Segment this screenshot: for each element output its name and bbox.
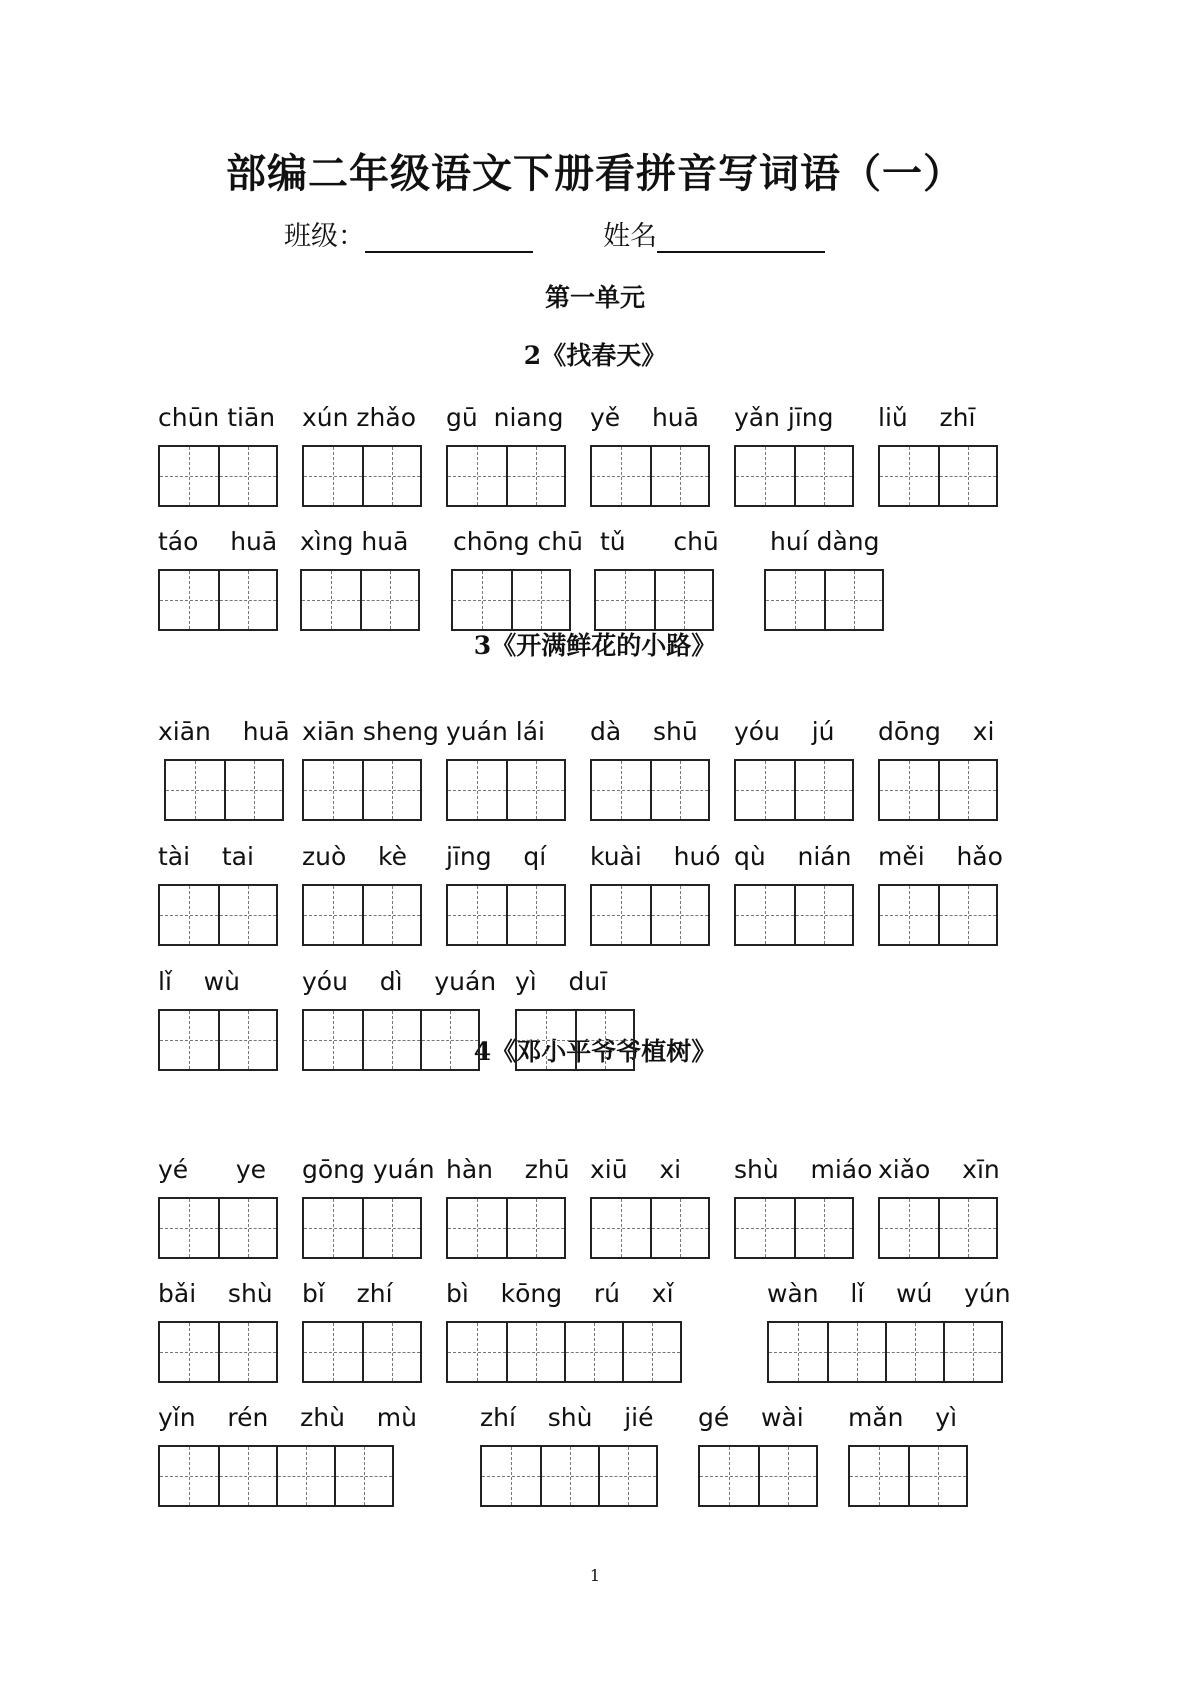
class-blank[interactable] <box>365 225 533 253</box>
writing-grid <box>158 1445 394 1507</box>
writing-grid <box>302 759 422 821</box>
pinyin-label: xiǎo xīn <box>878 1155 1000 1184</box>
tian-zi-ge-cell[interactable] <box>592 761 650 819</box>
tian-zi-ge-cell[interactable] <box>362 447 420 505</box>
tian-zi-ge-cell[interactable] <box>448 886 506 944</box>
tian-zi-ge-cell[interactable] <box>304 886 362 944</box>
tian-zi-ge-cell[interactable] <box>448 447 506 505</box>
writing-grid <box>698 1445 818 1507</box>
tian-zi-ge-cell[interactable] <box>736 886 794 944</box>
tian-zi-ge-cell[interactable] <box>276 1447 334 1505</box>
tian-zi-ge-cell[interactable] <box>362 1199 420 1257</box>
pinyin-label: yǐn rén zhù mù <box>158 1403 417 1432</box>
unit-title: 第一单元 <box>544 283 645 312</box>
tian-zi-ge-cell[interactable] <box>506 1199 564 1257</box>
tian-zi-ge-cell[interactable] <box>362 1011 420 1069</box>
writing-grid <box>590 884 710 946</box>
tian-zi-ge-cell[interactable] <box>506 1323 564 1381</box>
writing-grid <box>878 445 998 507</box>
pinyin-label: yuán lái <box>446 717 545 746</box>
pinyin-label: huí dàng <box>770 527 880 556</box>
pinyin-label: bì kōng rú xǐ <box>446 1279 674 1308</box>
writing-grid <box>764 569 884 631</box>
tian-zi-ge-cell[interactable] <box>511 571 569 629</box>
tian-zi-ge-cell[interactable] <box>938 886 996 944</box>
tian-zi-ge-cell[interactable] <box>908 1447 966 1505</box>
writing-grid <box>158 1321 278 1383</box>
tian-zi-ge-cell[interactable] <box>827 1323 885 1381</box>
writing-grid <box>451 569 571 631</box>
tian-zi-ge-cell[interactable] <box>160 447 218 505</box>
tian-zi-ge-cell[interactable] <box>218 1011 276 1069</box>
writing-grid <box>734 445 854 507</box>
writing-grid <box>878 759 998 821</box>
tian-zi-ge-cell[interactable] <box>160 1199 218 1257</box>
pinyin-label: zuò kè <box>302 842 408 871</box>
writing-grid <box>590 1197 710 1259</box>
tian-zi-ge-cell[interactable] <box>448 1199 506 1257</box>
tian-zi-ge-cell[interactable] <box>304 1011 362 1069</box>
writing-grid <box>767 1321 1003 1383</box>
pinyin-label: yě huā <box>590 403 699 432</box>
pinyin-label: zhí shù jié <box>480 1403 654 1432</box>
lesson-title: 3《开满鲜花的小路》 <box>473 631 717 660</box>
writing-grid <box>878 884 998 946</box>
tian-zi-ge-cell[interactable] <box>592 886 650 944</box>
tian-zi-ge-cell[interactable] <box>736 447 794 505</box>
tian-zi-ge-cell[interactable] <box>218 571 276 629</box>
tian-zi-ge-cell[interactable] <box>758 1447 816 1505</box>
name-label: 姓名 <box>603 221 657 252</box>
tian-zi-ge-cell[interactable] <box>938 761 996 819</box>
writing-grid <box>446 884 566 946</box>
writing-grid <box>300 569 420 631</box>
tian-zi-ge-cell[interactable] <box>650 886 708 944</box>
lesson-title: 4《邓小平爷爷植树》 <box>473 1037 717 1066</box>
pinyin-label: bǎi shù <box>158 1279 273 1308</box>
writing-grid <box>480 1445 658 1507</box>
writing-grid <box>734 884 854 946</box>
pinyin-label: xìng huā <box>300 527 409 556</box>
pinyin-label: yì duī <box>515 967 608 996</box>
writing-grid <box>590 759 710 821</box>
pinyin-label: mǎn yì <box>848 1403 958 1432</box>
tian-zi-ge-cell[interactable] <box>362 761 420 819</box>
tian-zi-ge-cell[interactable] <box>880 1199 938 1257</box>
tian-zi-ge-cell[interactable] <box>943 1323 1001 1381</box>
tian-zi-ge-cell[interactable] <box>506 886 564 944</box>
pinyin-label: měi hǎo <box>878 842 1003 871</box>
pinyin-label: yǎn jīng <box>734 403 834 432</box>
tian-zi-ge-cell[interactable] <box>448 761 506 819</box>
pinyin-label: gé wài <box>698 1403 804 1432</box>
tian-zi-ge-cell[interactable] <box>650 1199 708 1257</box>
writing-grid <box>446 1321 682 1383</box>
tian-zi-ge-cell[interactable] <box>506 447 564 505</box>
pinyin-label: dà shū <box>590 717 698 746</box>
pinyin-label: chōng chū <box>453 527 583 556</box>
writing-grid <box>446 759 566 821</box>
writing-grid <box>158 445 278 507</box>
pinyin-label: shù miáo <box>734 1155 873 1184</box>
pinyin-label: lǐ wù <box>158 967 240 996</box>
tian-zi-ge-cell[interactable] <box>448 1323 506 1381</box>
pinyin-label: hàn zhū <box>446 1155 570 1184</box>
tian-zi-ge-cell[interactable] <box>218 447 276 505</box>
tian-zi-ge-cell[interactable] <box>506 761 564 819</box>
page-title: 部编二年级语文下册看拼音写词语（一） <box>226 150 964 197</box>
tian-zi-ge-cell[interactable] <box>302 571 360 629</box>
pinyin-label: xún zhǎo <box>302 403 417 432</box>
pinyin-label: tǔ chū <box>600 527 719 556</box>
writing-grid <box>848 1445 968 1507</box>
tian-zi-ge-cell[interactable] <box>540 1447 598 1505</box>
tian-zi-ge-cell[interactable] <box>304 1323 362 1381</box>
tian-zi-ge-cell[interactable] <box>160 886 218 944</box>
tian-zi-ge-cell[interactable] <box>650 761 708 819</box>
writing-grid <box>158 569 278 631</box>
tian-zi-ge-cell[interactable] <box>304 1199 362 1257</box>
tian-zi-ge-cell[interactable] <box>880 447 938 505</box>
writing-grid <box>158 1197 278 1259</box>
tian-zi-ge-cell[interactable] <box>700 1447 758 1505</box>
writing-grid <box>164 759 284 821</box>
tian-zi-ge-cell[interactable] <box>420 1011 478 1069</box>
tian-zi-ge-cell[interactable] <box>166 761 224 819</box>
tian-zi-ge-cell[interactable] <box>304 761 362 819</box>
tian-zi-ge-cell[interactable] <box>224 761 282 819</box>
tian-zi-ge-cell[interactable] <box>334 1447 392 1505</box>
tian-zi-ge-cell[interactable] <box>850 1447 908 1505</box>
writing-grid <box>446 445 566 507</box>
writing-grid <box>302 1197 422 1259</box>
tian-zi-ge-cell[interactable] <box>794 886 852 944</box>
tian-zi-ge-cell[interactable] <box>598 1447 656 1505</box>
tian-zi-ge-cell[interactable] <box>736 1199 794 1257</box>
tian-zi-ge-cell[interactable] <box>360 571 418 629</box>
writing-grid <box>302 884 422 946</box>
writing-grid <box>446 1197 566 1259</box>
pinyin-label: chūn tiān <box>158 403 276 432</box>
pinyin-label: xiū xi <box>590 1155 682 1184</box>
pinyin-label: jīng qí <box>446 842 547 871</box>
tian-zi-ge-cell[interactable] <box>592 447 650 505</box>
tian-zi-ge-cell[interactable] <box>885 1323 943 1381</box>
pinyin-label: wàn lǐ wú yún <box>767 1279 1011 1308</box>
tian-zi-ge-cell[interactable] <box>794 761 852 819</box>
writing-grid <box>734 759 854 821</box>
lesson-title: 2《找春天》 <box>523 341 667 370</box>
tian-zi-ge-cell[interactable] <box>769 1323 827 1381</box>
tian-zi-ge-cell[interactable] <box>218 1199 276 1257</box>
tian-zi-ge-cell[interactable] <box>938 1199 996 1257</box>
writing-grid <box>302 445 422 507</box>
pinyin-label: xiān sheng <box>302 717 439 746</box>
pinyin-label: yé ye <box>158 1155 267 1184</box>
tian-zi-ge-cell[interactable] <box>880 761 938 819</box>
tian-zi-ge-cell[interactable] <box>482 1447 540 1505</box>
tian-zi-ge-cell[interactable] <box>304 447 362 505</box>
pinyin-label: xiān huā <box>158 717 290 746</box>
pinyin-label: tài tai <box>158 842 254 871</box>
tian-zi-ge-cell[interactable] <box>160 571 218 629</box>
writing-grid <box>158 884 278 946</box>
writing-grid <box>302 1321 422 1383</box>
writing-grid <box>515 1009 635 1071</box>
writing-grid <box>878 1197 998 1259</box>
tian-zi-ge-cell[interactable] <box>880 886 938 944</box>
tian-zi-ge-cell[interactable] <box>218 886 276 944</box>
writing-grid <box>590 445 710 507</box>
pinyin-label: qù nián <box>734 842 852 871</box>
tian-zi-ge-cell[interactable] <box>592 1199 650 1257</box>
tian-zi-ge-cell[interactable] <box>160 1011 218 1069</box>
tian-zi-ge-cell[interactable] <box>654 571 712 629</box>
name-blank[interactable] <box>657 225 825 253</box>
pinyin-label: dōng xi <box>878 717 995 746</box>
tian-zi-ge-cell[interactable] <box>575 1011 633 1069</box>
pinyin-label: yóu dì yuán <box>302 967 497 996</box>
pinyin-label: liǔ zhī <box>878 403 976 432</box>
student-info <box>284 214 825 253</box>
class-label: 班级： <box>284 221 365 252</box>
tian-zi-ge-cell[interactable] <box>794 1199 852 1257</box>
tian-zi-ge-cell[interactable] <box>938 447 996 505</box>
tian-zi-ge-cell[interactable] <box>650 447 708 505</box>
tian-zi-ge-cell[interactable] <box>517 1011 575 1069</box>
pinyin-label: yóu jú <box>734 717 835 746</box>
pinyin-label: kuài huó <box>590 842 721 871</box>
writing-grid <box>302 1009 480 1071</box>
pinyin-label: gōng yuán <box>302 1155 435 1184</box>
pinyin-label: bǐ zhí <box>302 1279 393 1308</box>
tian-zi-ge-cell[interactable] <box>160 1323 218 1381</box>
writing-grid <box>158 1009 278 1071</box>
tian-zi-ge-cell[interactable] <box>160 1447 218 1505</box>
tian-zi-ge-cell[interactable] <box>766 571 824 629</box>
tian-zi-ge-cell[interactable] <box>362 1323 420 1381</box>
tian-zi-ge-cell[interactable] <box>824 571 882 629</box>
writing-grid <box>734 1197 854 1259</box>
tian-zi-ge-cell[interactable] <box>794 447 852 505</box>
tian-zi-ge-cell[interactable] <box>453 571 511 629</box>
tian-zi-ge-cell[interactable] <box>622 1323 680 1381</box>
tian-zi-ge-cell[interactable] <box>362 886 420 944</box>
tian-zi-ge-cell[interactable] <box>736 761 794 819</box>
tian-zi-ge-cell[interactable] <box>564 1323 622 1381</box>
tian-zi-ge-cell[interactable] <box>596 571 654 629</box>
writing-grid <box>594 569 714 631</box>
tian-zi-ge-cell[interactable] <box>218 1323 276 1381</box>
page-number: 1 <box>589 1566 601 1585</box>
pinyin-label: gū niang <box>446 403 564 432</box>
pinyin-label: táo huā <box>158 527 278 556</box>
tian-zi-ge-cell[interactable] <box>218 1447 276 1505</box>
